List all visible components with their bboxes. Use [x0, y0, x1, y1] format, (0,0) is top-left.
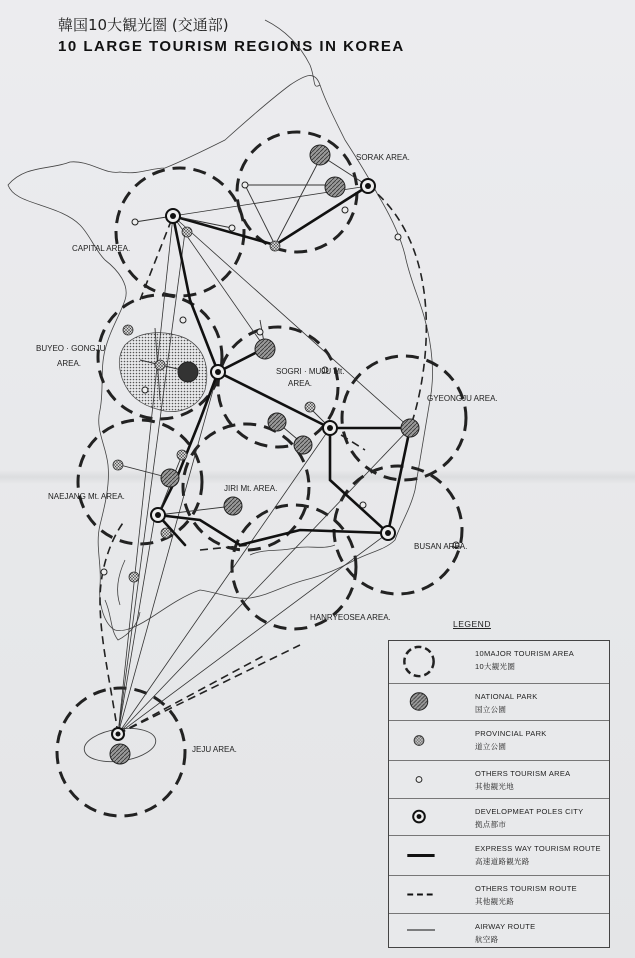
- tourism-spot-marker: [229, 225, 235, 231]
- legend-box: [388, 640, 610, 948]
- express-route-symbol-icon: [389, 836, 449, 875]
- coastline: [8, 20, 432, 766]
- tourism-spot-marker: [142, 387, 148, 393]
- national-park-marker: [255, 339, 275, 359]
- provincial-park-marker: [155, 360, 165, 370]
- tourism-spot-marker: [242, 182, 248, 188]
- national-park-marker: [294, 436, 312, 454]
- development-pole-marker: [361, 179, 375, 193]
- tourism-spot-marker: [101, 569, 107, 575]
- others-route-symbol-icon: [389, 876, 449, 913]
- label-buyeo-area: BUYEO · GONGJU: [36, 344, 106, 353]
- legend-development-pole-jp: 拠点都市: [475, 820, 507, 829]
- development-pole-marker: [323, 421, 337, 435]
- national-park-marker: [325, 177, 345, 197]
- provincial-park-marker: [270, 241, 280, 251]
- development-pole-marker: [211, 365, 225, 379]
- others-routes: [100, 186, 426, 734]
- national-park-symbol-icon: [389, 684, 449, 720]
- label-jiri-area: JIRI Mt. AREA.: [224, 484, 278, 493]
- legend-others-route-en: OTHERS TOURISM ROUTE: [475, 884, 577, 893]
- legend-major-area-jp: 10大観光圏: [475, 662, 516, 671]
- legend-row-development-pole: [389, 799, 609, 836]
- provincial-park-marker: [182, 227, 192, 237]
- national-park-marker: [268, 413, 286, 431]
- legend-row-others-route: [389, 876, 609, 914]
- legend-row-national-park: [389, 684, 609, 721]
- national-park-marker: [178, 362, 198, 382]
- legend-national-park-jp: 国立公園: [475, 705, 507, 714]
- airway-routes: [118, 186, 410, 734]
- legend-row-express-route: [389, 836, 609, 876]
- major-area-symbol-icon: [389, 641, 449, 683]
- label-sorak-area: SORAK AREA.: [356, 153, 410, 162]
- development-pole-marker: [151, 508, 165, 522]
- legend-row-others-area: [389, 761, 609, 799]
- label-sogri-area-2: AREA.: [288, 379, 313, 388]
- national-park-marker: [401, 419, 419, 437]
- tourism-spot-marker: [180, 317, 186, 323]
- provincial-park-marker: [113, 460, 123, 470]
- legend-row-airway-route: [389, 914, 609, 947]
- legend-others-route-jp: 其他観光路: [475, 897, 514, 906]
- legend-express-route-en: EXPRESS WAY TOURISM ROUTE: [475, 844, 601, 853]
- development-pole-symbol-icon: [389, 799, 449, 835]
- provincial-park-symbol-icon: [389, 721, 449, 760]
- label-naejang-area: NAEJANG Mt. AREA.: [48, 492, 125, 501]
- label-jeju-area: JEJU AREA.: [192, 745, 237, 754]
- legend-others-area-en: OTHERS TOURISM AREA: [475, 769, 571, 778]
- development-pole-marker: [166, 209, 180, 223]
- title-japanese: 韓国10大観光圏 (交通部): [58, 16, 229, 34]
- airway-route-symbol-icon: [389, 914, 449, 947]
- development-pole-marker: [381, 526, 395, 540]
- label-busan-area: BUSAN AREA.: [414, 542, 468, 551]
- hanryeo-area-circle: [232, 505, 356, 629]
- provincial-park-marker: [305, 402, 315, 412]
- provincial-park-marker: [177, 450, 187, 460]
- national-park-marker: [161, 469, 179, 487]
- provincial-park-marker: [123, 325, 133, 335]
- legend-row-major-area: [389, 641, 609, 684]
- national-park-marker: [310, 145, 330, 165]
- label-gyeongju-area: GYEONGJU AREA.: [427, 394, 498, 403]
- label-buyeo-area-2: AREA.: [57, 359, 82, 368]
- legend-major-area-en: 10MAJOR TOURISM AREA: [475, 649, 575, 658]
- legend-national-park-en: NATIONAL PARK: [475, 692, 538, 701]
- legend-express-route-jp: 高速道路観光路: [475, 857, 530, 866]
- provincial-park-marker: [129, 572, 139, 582]
- provincial-park-marker: [161, 528, 171, 538]
- national-park-marker: [224, 497, 242, 515]
- legend-provincial-park-jp: 道立公園: [475, 742, 507, 751]
- national-park-marker: [110, 744, 130, 764]
- national-parks: [110, 145, 419, 764]
- tourism-spot-marker: [132, 219, 138, 225]
- development-pole-marker: [112, 728, 124, 740]
- legend-provincial-park-en: PROVINCIAL PARK: [475, 729, 547, 738]
- legend-airway-route-en: AIRWAY ROUTE: [475, 922, 536, 931]
- others-area-symbol-icon: [389, 761, 449, 798]
- label-sogri-area: SOGRI · MUJU Mt.: [276, 367, 345, 376]
- title-english: 10 LARGE TOURISM REGIONS IN KOREA: [58, 38, 405, 55]
- label-hanryeo-area: HANRYEOSEA AREA.: [310, 613, 391, 622]
- legend-airway-route-jp: 航空路: [475, 935, 499, 944]
- legend-title: LEGEND: [453, 619, 491, 629]
- label-capital-area: CAPITAL AREA.: [72, 244, 131, 253]
- legend-others-area-jp: 其他観光地: [475, 782, 514, 791]
- tourism-spot-marker: [360, 502, 366, 508]
- legend-development-pole-en: DEVELOPMEAT POLES CITY: [475, 807, 584, 816]
- legend-row-provincial-park: [389, 721, 609, 761]
- tourism-spot-marker: [342, 207, 348, 213]
- tourism-spot-marker: [257, 329, 263, 335]
- tourism-spot-marker: [395, 234, 401, 240]
